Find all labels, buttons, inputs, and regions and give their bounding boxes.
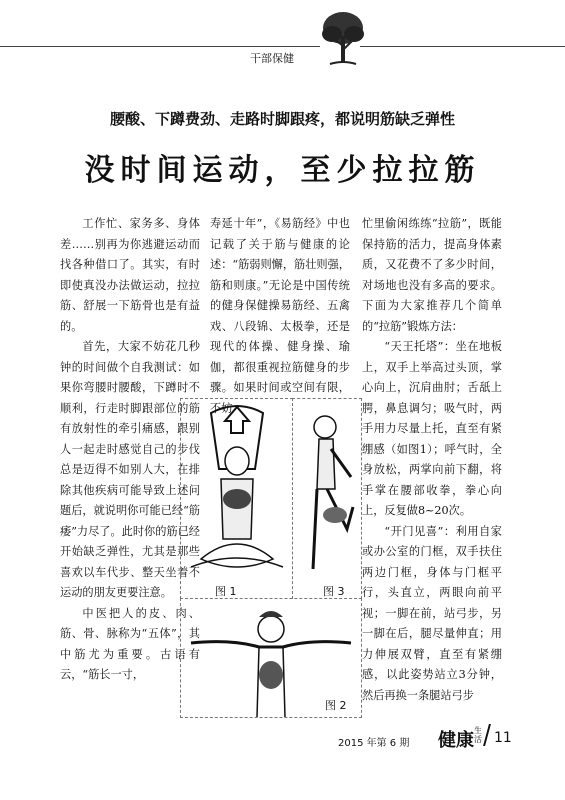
figure-1-caption: 图 1	[215, 585, 237, 598]
magazine-brand: 健康	[438, 730, 474, 751]
header-rule-left	[0, 46, 320, 47]
paragraph: 忙里偷闲练练“拉筋”，既能保持筋的活力，提高身体素质，又花费不了多少时间，对场地也没有多高的要求。下面为大家推荐几个简单的“拉筋”锻炼方法：	[362, 217, 502, 333]
article-title: 没时间运动，至少拉拉筋	[84, 153, 481, 188]
figure-3-caption: 图 3	[323, 585, 345, 598]
tree-logo-icon	[318, 6, 368, 70]
paragraph: 寿延十年”，《易筋经》中也记载了关于筋与健康的论述：“筋弱则懈，筋壮则强，筋和则康。”无论是中国传统的健身保健操易筋经、五禽戏、八段锦、太极拳，还是现代的体操、健身操、瑜伽，都很重视拉筋健身的步骤。如果时间或空间有限，不妨	[210, 217, 350, 415]
figure-1	[180, 398, 293, 599]
paragraph: 中医把人的皮、肉、筋、骨、脉称为“五体”，其中筋尤为重要。古语有云，“筋长一寸，	[60, 606, 200, 681]
figure-2	[180, 598, 362, 718]
section-label: 干部保健	[250, 52, 294, 65]
standing-quad-stretch-illustration	[293, 399, 361, 599]
paragraph: “开门见喜”：利用自家或办公室的门框，双手扶住两边门框，身体与门框平行，头直立，两眼向前平视；一脚在前，站弓步，另一脚在后，腿尽量伸直；用力伸展双臂，直至有紧绷感，以此姿势站立3分钟，然后再换一条腿站弓步	[362, 524, 502, 702]
magazine-brand-suffix: 生活	[474, 726, 482, 744]
seated-stretch-illustration	[181, 399, 293, 599]
paragraph: “天王托塔”：坐在地板上，双手上举高过头顶，掌心向上，沉肩曲肘；舌舐上腭，鼻息调匀；吸气时，两手用力尽量上托，直至有紧绷感（如图1）；呼气时，全身放松，两掌向前下翻，将手掌在腰部收拳，拳心向上，反复做8~20次。	[362, 340, 502, 517]
figure-3	[292, 398, 362, 599]
text-column-3	[362, 214, 502, 706]
paragraph: 首先，大家不妨花几秒钟的时间做个自我测试：如果你弯腰时腰酸，下蹲时不顺利，行走时脚跟部位的筋有放射性的牵引痛感，跟别人一起走时感觉自己的步伐总是迈得不如别人大，在排除其他疾病可能导致上述问题后，就说明你可能已经“筋痿”力尽了。此时你的筋已经开始缺乏弹性，尤其是那些喜欢以车代步、整天坐着不运动的朋友更要注意。	[60, 340, 200, 599]
header-rule-right	[360, 46, 565, 47]
figure-2-caption: 图 2	[325, 699, 347, 712]
issue-label: 2015 年第 6 期	[338, 738, 410, 749]
text-column-2	[210, 214, 350, 419]
paragraph: 工作忙、家务多、身体差……别再为你逃避运动而找各种借口了。其实，有时即使真没办法做运动，拉拉筋、舒展一下筋骨也是有益的。	[60, 217, 200, 333]
article-subtitle: 腰酸、下蹲费劲、走路时脚跟疼，都说明筋缺乏弹性	[109, 110, 455, 128]
page-number: 11	[494, 730, 512, 746]
text-column-1	[60, 214, 200, 686]
